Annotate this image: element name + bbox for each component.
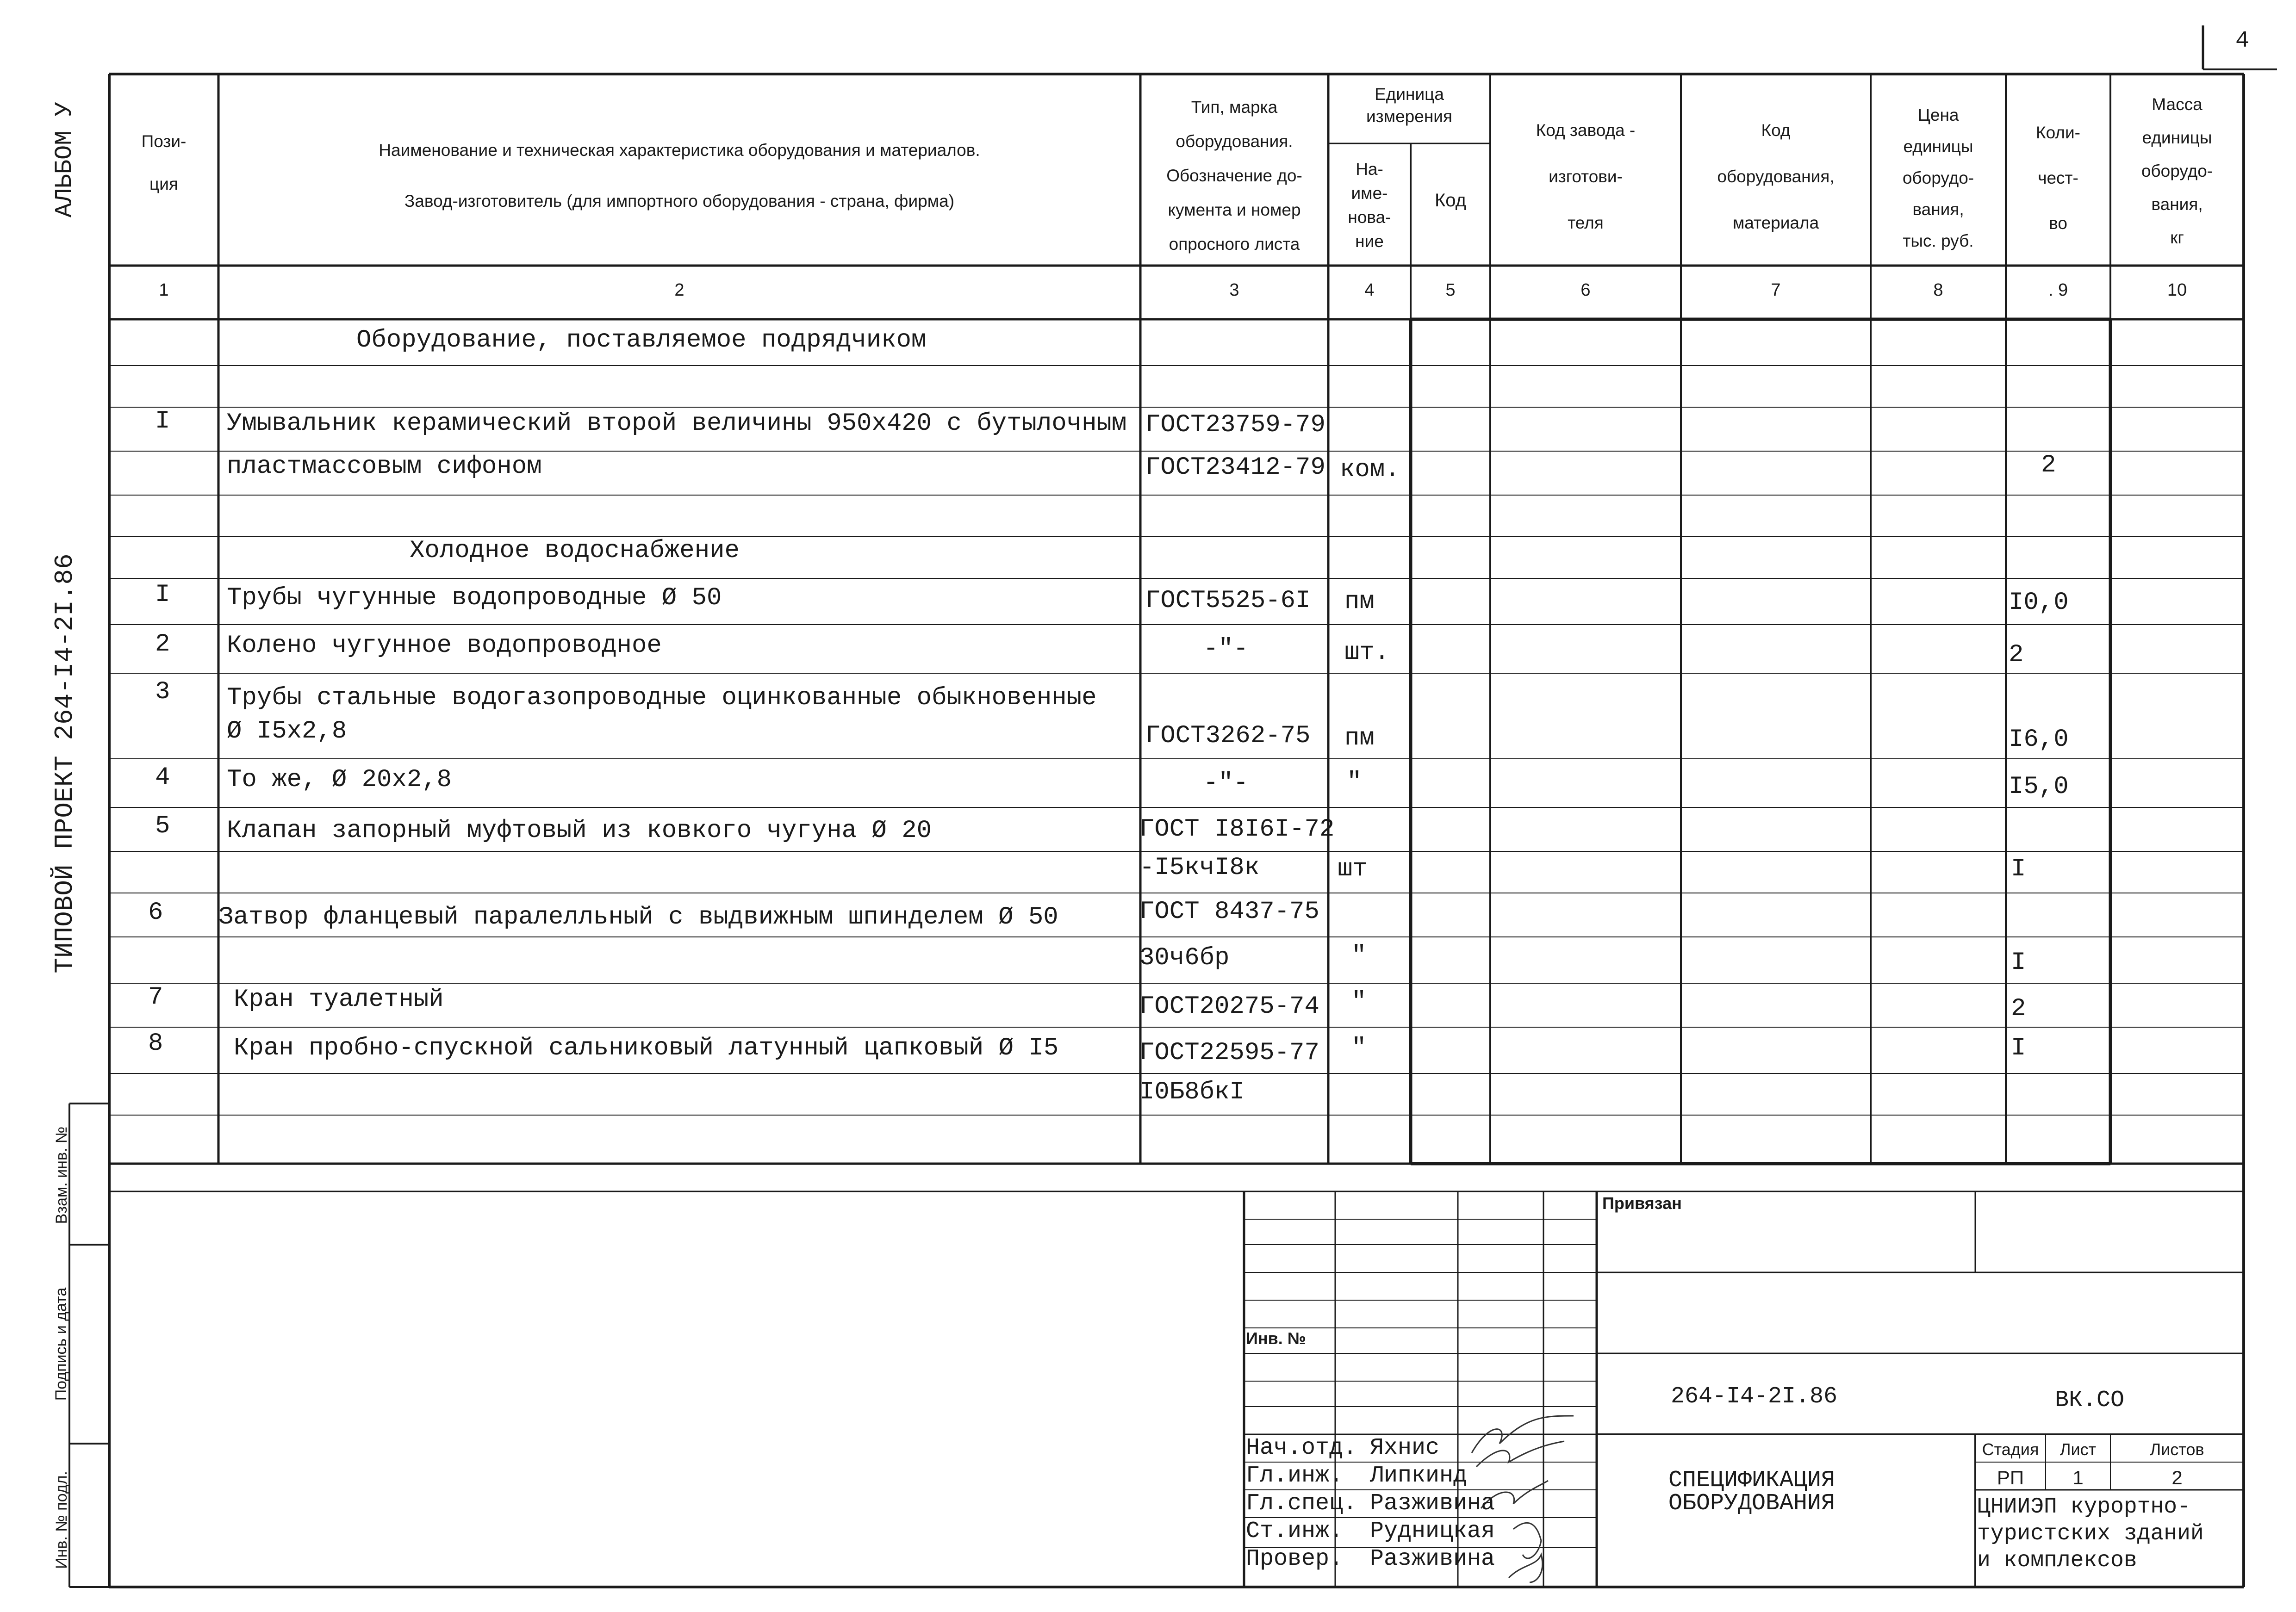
row-unit: ": [1351, 988, 1367, 1016]
header-name: Наименование и техническая характеристика оборудования и материалов. Завод-изготовитель (для импортного оборудования - страна, фирма): [379, 141, 980, 211]
row-name: То же, Ø 20х2,8: [227, 766, 452, 794]
header-factory-code: Код завода - изготови- теля: [1536, 121, 1636, 232]
row-quantity: 2: [2011, 995, 2026, 1023]
person-name: Липкинд: [1370, 1463, 1468, 1489]
header-unit-name: На- име- нова- ние: [1348, 160, 1391, 251]
row-position: 8: [148, 1029, 163, 1058]
organization-name: ЦНИИЭП курортно- туристских зданий и комплексов: [1977, 1494, 2204, 1573]
row-position: 5: [155, 812, 170, 840]
row-type: -I5кчI8к: [1139, 854, 1260, 882]
row-unit: пм: [1344, 588, 1375, 616]
row-unit: ": [1351, 1034, 1367, 1062]
colnum: 1: [159, 280, 169, 300]
row-quantity: I: [2011, 949, 2026, 977]
header-unit-code: Код: [1434, 190, 1466, 211]
row-name: Трубы стальные водогазопроводные оцинкованные обыкновенные: [227, 684, 1097, 712]
row-name: Затвор фланцевый паралелльный с выдвижным шпинделем Ø 50: [218, 903, 1058, 931]
row-name: Кран пробно-спускной сальниковый латунный цапковый Ø I5: [234, 1034, 1059, 1062]
person-name: Разживина: [1370, 1490, 1495, 1517]
album-label: АЛЬБОМ У: [51, 102, 78, 217]
row-quantity: 2: [2041, 451, 2056, 479]
row-type: ГОСТ I8I6I-72: [1139, 815, 1335, 843]
header-position: Пози- ция: [141, 132, 187, 193]
document-code: 264-I4-2I.86: [1671, 1383, 1838, 1410]
row-type: I0Б8бкI: [1139, 1078, 1244, 1106]
row-type: 30ч6бр: [1139, 944, 1230, 972]
drawing-mark: ВК.СО: [2055, 1387, 2125, 1414]
sheet-label: Лист: [2060, 1440, 2097, 1459]
colnum: 7: [1771, 280, 1781, 300]
row-type: ГОСТ5525-6I: [1145, 587, 1311, 615]
person-name: Рудницкая: [1370, 1518, 1495, 1544]
role: Гл.спец.: [1246, 1490, 1357, 1517]
row-position: 7: [148, 983, 163, 1011]
row-unit: ком.: [1340, 456, 1400, 484]
row-quantity: I5,0: [2009, 773, 2069, 801]
document-title: СПЕЦИФИКАЦИЯ ОБОРУДОВАНИЯ: [1668, 1467, 1836, 1517]
row-type: -"-: [1203, 769, 1249, 797]
row-quantity: I0,0: [2009, 589, 2069, 617]
row-type: ГОСТ3262-75: [1145, 722, 1311, 750]
row-unit: шт.: [1344, 639, 1390, 667]
row-quantity: 2: [2009, 641, 2024, 669]
header-unit-mass: Масса единицы оборудо- вания, кг: [2141, 95, 2213, 247]
role: Провер.: [1246, 1546, 1344, 1572]
header-unit-price: Цена единицы оборудо- вания, тыс. руб.: [1902, 105, 1974, 250]
sign-date-label: Подпись и дата: [52, 1287, 70, 1401]
stage-value: РП: [1997, 1467, 2024, 1488]
header-quantity: Коли- чест- во: [2036, 123, 2080, 233]
colnum: 10: [2167, 280, 2187, 300]
inv-no-original-label: Инв. № подл.: [53, 1471, 70, 1569]
section-heading: Холодное водоснабжение: [410, 537, 740, 565]
row-unit: ": [1347, 768, 1362, 796]
row-quantity: I6,0: [2009, 725, 2069, 754]
role: Нач.отд.: [1246, 1435, 1357, 1461]
row-position: 6: [148, 899, 163, 927]
stamp-names: [1370, 1434, 1495, 1573]
page-number: 4: [2235, 28, 2250, 54]
header-equipment-code: Код оборудования, материала: [1717, 121, 1835, 232]
sheet-value: 1: [2072, 1467, 2084, 1488]
row-type: ГОСТ23412-79: [1145, 453, 1325, 482]
stamp-roles: [1246, 1434, 1357, 1573]
row-type: ГОСТ22595-77: [1139, 1039, 1319, 1067]
row-name: пластмассовым сифоном: [227, 453, 542, 481]
row-position: 3: [155, 678, 170, 706]
row-unit: пм: [1344, 724, 1375, 752]
row-quantity: I: [2011, 855, 2026, 883]
person-name: Разживина: [1370, 1546, 1495, 1572]
row-type: ГОСТ23759-79: [1145, 411, 1325, 439]
row-position: 4: [155, 763, 170, 792]
row-name: Ø I5х2,8: [227, 717, 347, 745]
person-name: Яхнис: [1370, 1435, 1440, 1461]
colnum: . 9: [2048, 280, 2068, 300]
row-position: I: [155, 407, 170, 435]
row-name: Клапан запорный муфтовый из ковкого чугуна Ø 20: [227, 817, 932, 845]
row-position: 2: [155, 630, 170, 658]
colnum: 2: [674, 280, 684, 300]
header-unit-group: Единица измерения: [1366, 85, 1452, 126]
colnum: 6: [1580, 280, 1591, 300]
project-code: ТИПОВОЙ ПРОЕКТ 264-I4-2I.86: [50, 553, 80, 973]
colnum: 5: [1445, 280, 1456, 300]
row-name: Умывальник керамический второй величины 950х420 с бутылочным: [227, 409, 1127, 438]
row-type: ГОСТ 8437-75: [1139, 898, 1319, 926]
role: Гл.инж.: [1246, 1463, 1344, 1489]
section-heading: Оборудование, поставляемое подрядчиком: [356, 326, 927, 354]
row-type: ГОСТ20275-74: [1139, 992, 1319, 1021]
inv-no-label: Инв. №: [1246, 1329, 1306, 1348]
header-type: Тип, марка оборудования. Обозначение до- кумента и номер опросного листа: [1166, 98, 1302, 254]
sheets-value: 2: [2172, 1467, 2183, 1488]
colnum: 8: [1933, 280, 1943, 300]
row-position: I: [155, 581, 170, 609]
stage-label: Стадия: [1982, 1440, 2039, 1459]
row-unit: шт: [1338, 855, 1368, 883]
row-unit: ": [1351, 942, 1367, 970]
colnum: 3: [1229, 280, 1239, 300]
row-name: Трубы чугунные водопроводные Ø 50: [227, 584, 722, 612]
colnum: 4: [1364, 280, 1375, 300]
row-name: Колено чугунное водопроводное: [227, 632, 662, 660]
sheets-label: Листов: [2150, 1440, 2204, 1459]
role: Ст.инж.: [1246, 1518, 1344, 1544]
column-numbers-row: [109, 280, 2244, 308]
privyazan-label: Привязан: [1602, 1194, 1682, 1213]
replaced-inv-label: Взам. инв. №: [53, 1126, 70, 1224]
row-type: -"-: [1203, 635, 1249, 663]
row-name: Кран туалетный: [234, 986, 444, 1014]
row-quantity: I: [2011, 1034, 2026, 1062]
